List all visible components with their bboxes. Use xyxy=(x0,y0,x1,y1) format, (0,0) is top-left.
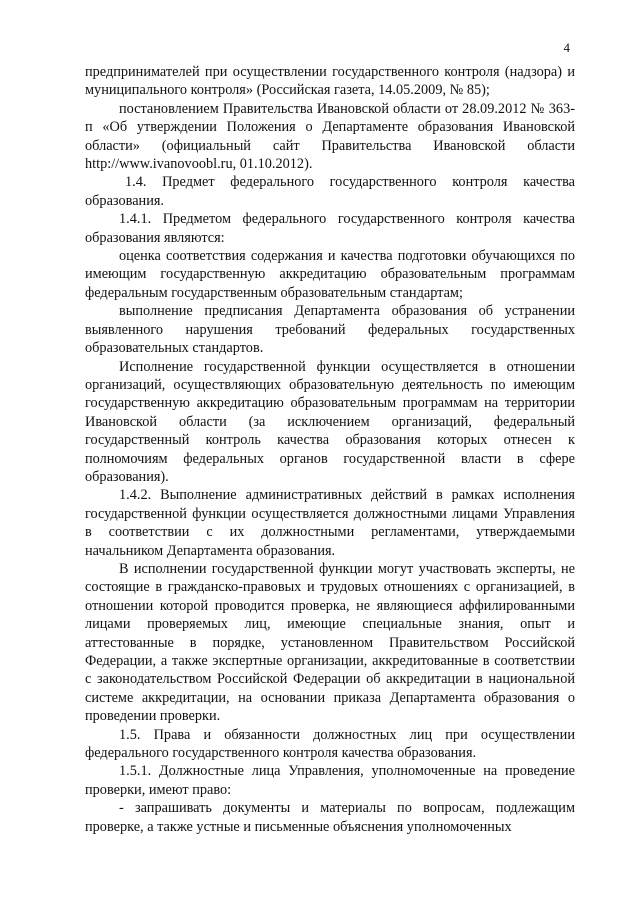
paragraph-prescription: выполнение предписания Департамента образования об устранении выявленного нарушения требований федеральных государственных образовательных стандартов. xyxy=(85,303,575,357)
paragraph-section-1-4-2: 1.4.2. Выполнение административных действий в рамках исполнения государственной функции осуществляется должностными лицами Управления в соответствии с их должностными регламентами, утверждаемыми начальником Департамента образования. xyxy=(85,487,575,559)
paragraph-section-1-4: 1.4. Предмет федерального государственного контроля качества образования. xyxy=(85,174,575,209)
paragraph-experts: В исполнении государственной функции могут участвовать эксперты, не состоящие в гражданско-правовых и трудовых отношениях с организацией, в отношении которой проводится проверка, не являющиеся аффилированными лицами проверяемых лиц, имеющие специальные знания, опыт и аттестованные в порядке, установленном Правительством Российской Федерации, а также экспертные организации, аккредитованные в соответствии с законодательством Российской Федерации об аккредитации в национальной системе аккредитации, на основании приказа Департамента образования о проведении проверки. xyxy=(85,560,575,725)
paragraph-law-reference-end: предпринимателей при осуществлении государственного контроля (надзора) и муниципального контроля» (Российская газета, 14.05.2009, № 85); xyxy=(85,64,575,99)
document-body xyxy=(85,63,575,836)
page-number: 4 xyxy=(563,40,570,55)
paragraph-assessment: оценка соответствия содержания и качества подготовки обучающихся по имеющим государственную аккредитацию образовательным программам федеральным государственным образовательным стандартам; xyxy=(85,248,575,301)
paragraph-section-1-5: 1.5. Права и обязанности должностных лиц при осуществлении федерального государственного контроля качества образования. xyxy=(85,726,575,762)
paragraph-resolution-363p: постановлением Правительства Ивановской области от 28.09.2012 № 363-п «Об утверждении Положения о Департаменте образования Ивановской области» (официальный сайт Правительства Ивановской области http://www.ivanovoobl.ru, 01.10.2012). xyxy=(85,100,575,173)
paragraph-section-1-4-1: 1.4.1. Предметом федерального государственного контроля качества образования являются: xyxy=(85,211,575,246)
paragraph-function-scope: Исполнение государственной функции осуществляется в отношении организаций, осуществляющих образовательную деятельность по имеющим государственную аккредитацию образовательным программам на территории Ивановской области (за исключением организаций, федеральный государственный контроль качества образования которых отнесен к полномочиям федеральных органов государственной власти в сфере образования). xyxy=(85,358,575,485)
paragraph-section-1-5-1: 1.5.1. Должностные лица Управления, уполномоченные на проведение проверки, имеют право: xyxy=(85,763,575,798)
paragraph-request-documents: - запрашивать документы и материалы по вопросам, подлежащим проверке, а также устные и письменные объяснения уполномоченных xyxy=(85,800,575,835)
